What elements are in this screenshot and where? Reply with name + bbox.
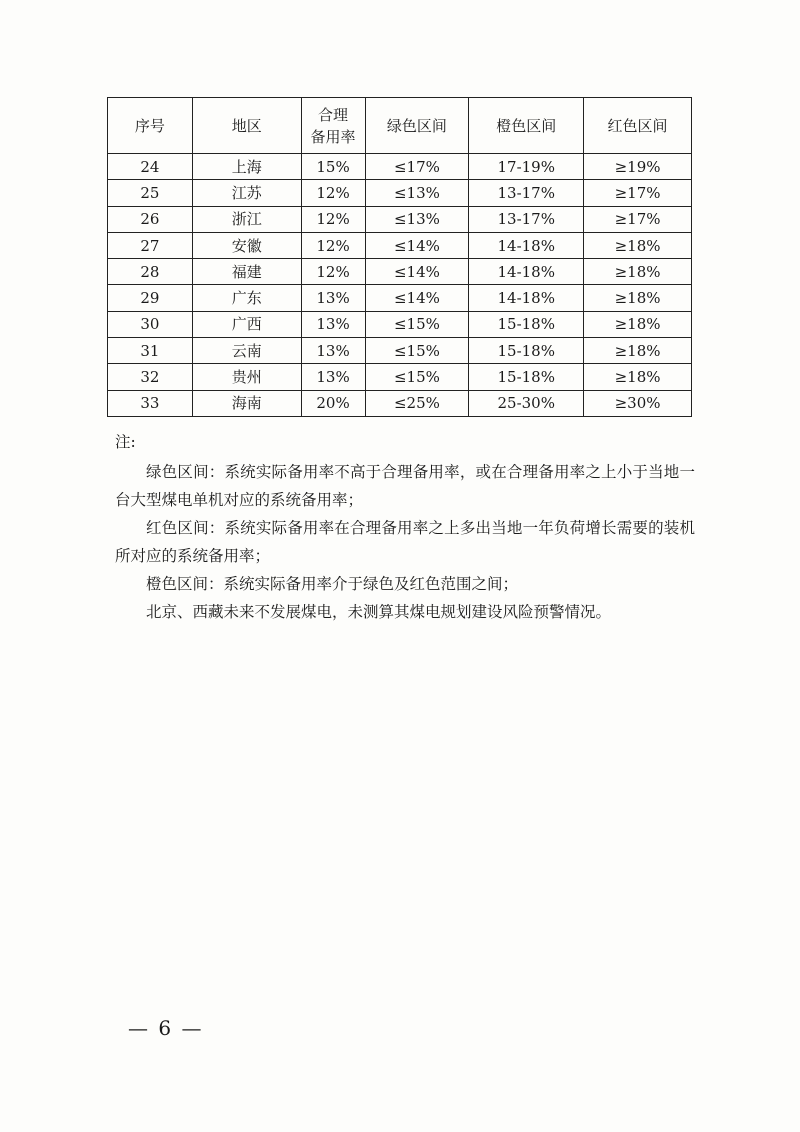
table-row: [108, 338, 692, 364]
cell-reasonable-rate: 12%: [301, 180, 365, 206]
cell-red-range: ≥19%: [584, 154, 692, 180]
cell-seq: 30: [108, 311, 193, 337]
cell-orange-range: 25-30%: [469, 390, 584, 416]
cell-region: 云南: [192, 338, 301, 364]
cell-region: 江苏: [192, 180, 301, 206]
cell-region: 海南: [192, 390, 301, 416]
cell-green-range: ≤17%: [365, 154, 469, 180]
table-row: [108, 364, 692, 390]
cell-reasonable-rate: 13%: [301, 285, 365, 311]
cell-seq: 24: [108, 154, 193, 180]
table-header-row: [108, 98, 692, 154]
cell-red-range: ≥18%: [584, 311, 692, 337]
cell-region: 贵州: [192, 364, 301, 390]
cell-region: 浙江: [192, 206, 301, 232]
cell-seq: 27: [108, 232, 193, 258]
cell-red-range: ≥18%: [584, 285, 692, 311]
cell-red-range: ≥18%: [584, 364, 692, 390]
reserve-rate-table: [107, 97, 692, 417]
cell-region: 广西: [192, 311, 301, 337]
note-red: 红色区间：系统实际备用率在合理备用率之上多出当地一年负荷增长需要的装机所对应的系统备用率；: [115, 519, 695, 565]
cell-seq: 28: [108, 259, 193, 285]
header-seq: 序号: [108, 98, 193, 154]
cell-orange-range: 17-19%: [469, 154, 584, 180]
cell-red-range: ≥18%: [584, 259, 692, 285]
cell-reasonable-rate: 13%: [301, 364, 365, 390]
table-row: [108, 311, 692, 337]
cell-green-range: ≤14%: [365, 232, 469, 258]
cell-seq: 31: [108, 338, 193, 364]
cell-orange-range: 14-18%: [469, 259, 584, 285]
cell-reasonable-rate: 12%: [301, 232, 365, 258]
table-row: [108, 285, 692, 311]
table-row: [108, 390, 692, 416]
notes-section: [115, 428, 695, 626]
cell-orange-range: 13-17%: [469, 206, 584, 232]
header-region: 地区: [192, 98, 301, 154]
cell-red-range: ≥17%: [584, 180, 692, 206]
cell-region: 上海: [192, 154, 301, 180]
header-green-range: 绿色区间: [365, 98, 469, 154]
cell-red-range: ≥18%: [584, 338, 692, 364]
cell-reasonable-rate: 20%: [301, 390, 365, 416]
notes-label: 注:: [115, 433, 136, 451]
cell-region: 福建: [192, 259, 301, 285]
table-row: [108, 154, 692, 180]
cell-seq: 33: [108, 390, 193, 416]
page-number: — 6 —: [128, 1016, 204, 1040]
cell-red-range: ≥18%: [584, 232, 692, 258]
cell-green-range: ≤13%: [365, 180, 469, 206]
table-row: [108, 232, 692, 258]
cell-orange-range: 15-18%: [469, 338, 584, 364]
cell-region: 广东: [192, 285, 301, 311]
cell-red-range: ≥30%: [584, 390, 692, 416]
cell-green-range: ≤14%: [365, 285, 469, 311]
cell-orange-range: 14-18%: [469, 285, 584, 311]
header-red-range: 红色区间: [584, 98, 692, 154]
note-green: 绿色区间：系统实际备用率不高于合理备用率，或在合理备用率之上小于当地一台大型煤电单机对应的系统备用率；: [115, 463, 695, 509]
cell-reasonable-rate: 13%: [301, 311, 365, 337]
cell-reasonable-rate: 13%: [301, 338, 365, 364]
cell-green-range: ≤15%: [365, 338, 469, 364]
cell-green-range: ≤14%: [365, 259, 469, 285]
cell-seq: 32: [108, 364, 193, 390]
cell-seq: 26: [108, 206, 193, 232]
note-beijing-tibet: 北京、西藏未来不发展煤电，未测算其煤电规划建设风险预警情况。: [146, 603, 612, 621]
cell-seq: 25: [108, 180, 193, 206]
cell-green-range: ≤15%: [365, 364, 469, 390]
cell-orange-range: 15-18%: [469, 311, 584, 337]
header-orange-range: 橙色区间: [469, 98, 584, 154]
cell-green-range: ≤25%: [365, 390, 469, 416]
table-row: [108, 259, 692, 285]
table-row: [108, 206, 692, 232]
cell-reasonable-rate: 15%: [301, 154, 365, 180]
cell-seq: 29: [108, 285, 193, 311]
cell-reasonable-rate: 12%: [301, 206, 365, 232]
cell-orange-range: 14-18%: [469, 232, 584, 258]
note-orange: 橙色区间：系统实际备用率介于绿色及红色范围之间；: [146, 575, 519, 593]
cell-reasonable-rate: 12%: [301, 259, 365, 285]
cell-green-range: ≤13%: [365, 206, 469, 232]
cell-green-range: ≤15%: [365, 311, 469, 337]
cell-red-range: ≥17%: [584, 206, 692, 232]
cell-region: 安徽: [192, 232, 301, 258]
header-reasonable-rate: 合理 备用率: [301, 98, 365, 154]
cell-orange-range: 13-17%: [469, 180, 584, 206]
table-row: [108, 180, 692, 206]
cell-orange-range: 15-18%: [469, 364, 584, 390]
